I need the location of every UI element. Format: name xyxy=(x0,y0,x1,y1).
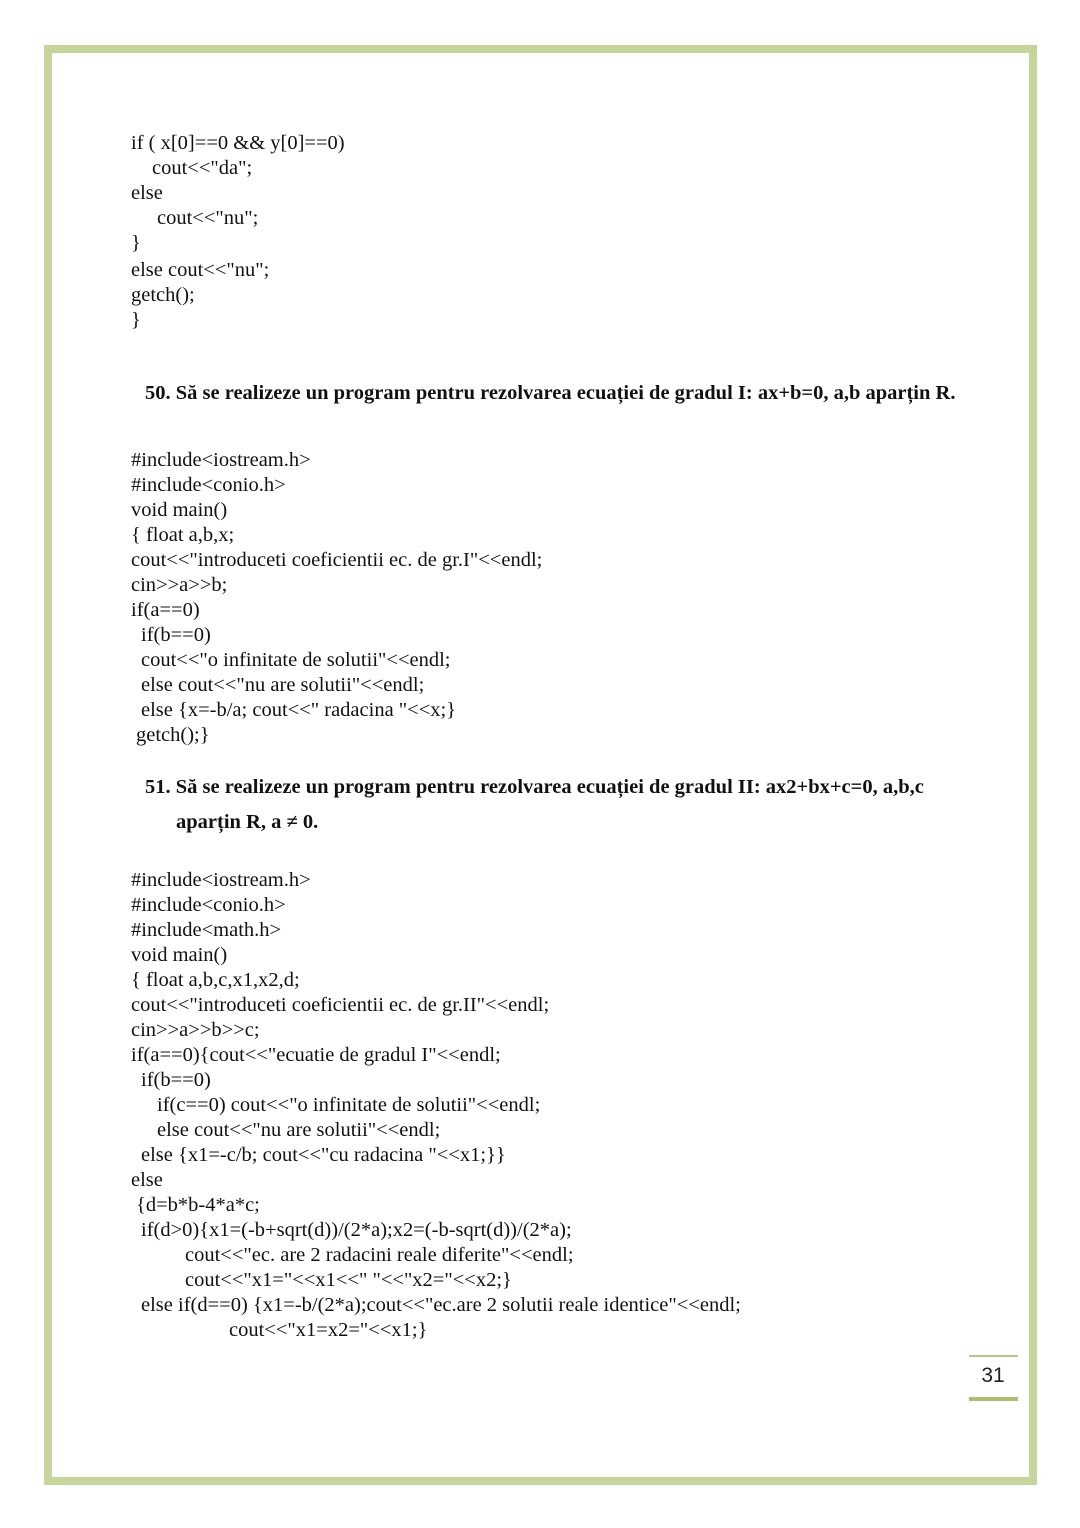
problem-51-heading: 51. Să se realizeze un program pentru rezolvarea ecuației de gradul II: ax2+bx+c=0, a,b,c xyxy=(145,776,924,798)
code-line: else {x1=-c/b; cout<<"cu radacina "<<x1;}} xyxy=(141,1144,506,1166)
code-line: cin>>a>>b>>c; xyxy=(131,1019,260,1041)
page-number: 31 xyxy=(981,1364,1005,1387)
code-line: else if(d==0) {x1=-b/(2*a);cout<<"ec.are 2 solutii reale identice"<<endl; xyxy=(141,1294,741,1316)
code-line: {d=b*b-4*a*c; xyxy=(136,1194,260,1216)
page-number-rule-top xyxy=(969,1355,1018,1357)
code-line: #include<conio.h> xyxy=(131,894,286,916)
code-line: if ( x[0]==0 && y[0]==0) xyxy=(131,132,345,154)
code-line: else xyxy=(131,1169,163,1191)
problem-51-heading-cont: aparțin R, a ≠ 0. xyxy=(176,811,319,833)
code-line: #include<iostream.h> xyxy=(131,449,311,471)
code-line: cout<<"da"; xyxy=(152,157,253,179)
code-line: cout<<"x1="<<x1<<" "<<"x2="<<x2;} xyxy=(185,1269,512,1291)
code-line: else {x=-b/a; cout<<" radacina "<<x;} xyxy=(141,699,457,721)
code-line: cout<<"nu"; xyxy=(157,207,259,229)
code-line: cout<<"introduceti coeficientii ec. de gr.I"<<endl; xyxy=(131,549,543,571)
code-line: else cout<<"nu are solutii"<<endl; xyxy=(141,674,425,696)
code-line: void main() xyxy=(131,499,228,521)
code-line: cout<<"introduceti coeficientii ec. de gr.II"<<endl; xyxy=(131,994,550,1016)
code-line: #include<math.h> xyxy=(131,919,282,941)
code-line: if(b==0) xyxy=(141,624,211,646)
code-line: else cout<<"nu"; xyxy=(131,259,270,281)
code-line: { float a,b,x; xyxy=(131,524,235,546)
code-line: cout<<"ec. are 2 radacini reale diferite"<<endl; xyxy=(185,1244,574,1266)
code-line: if(a==0){cout<<"ecuatie de gradul I"<<endl; xyxy=(131,1044,501,1066)
code-line: cout<<"o infinitate de solutii"<<endl; xyxy=(141,649,451,671)
code-line: if(b==0) xyxy=(141,1069,211,1091)
code-line: { float a,b,c,x1,x2,d; xyxy=(131,969,300,991)
code-line: } xyxy=(131,232,141,254)
code-line: if(c==0) cout<<"o infinitate de solutii"<<endl; xyxy=(157,1094,541,1116)
code-line: else cout<<"nu are solutii"<<endl; xyxy=(157,1119,441,1141)
code-line: cout<<"x1=x2="<<x1;} xyxy=(229,1319,428,1341)
code-line: #include<conio.h> xyxy=(131,474,286,496)
page-number-rule-bottom xyxy=(969,1397,1018,1401)
code-line: if(d>0){x1=(-b+sqrt(d))/(2*a);x2=(-b-sqrt(d))/(2*a); xyxy=(141,1219,572,1241)
code-line: } xyxy=(131,309,141,331)
code-line: cin>>a>>b; xyxy=(131,574,228,596)
code-line: else xyxy=(131,182,163,204)
code-line: void main() xyxy=(131,944,228,966)
problem-50-heading: 50. Să se realizeze un program pentru rezolvarea ecuației de gradul I: ax+b=0, a,b aparțin R. xyxy=(145,382,956,404)
code-line: getch();} xyxy=(136,724,210,746)
code-line: if(a==0) xyxy=(131,599,200,621)
code-line: #include<iostream.h> xyxy=(131,869,311,891)
code-line: getch(); xyxy=(131,284,195,306)
